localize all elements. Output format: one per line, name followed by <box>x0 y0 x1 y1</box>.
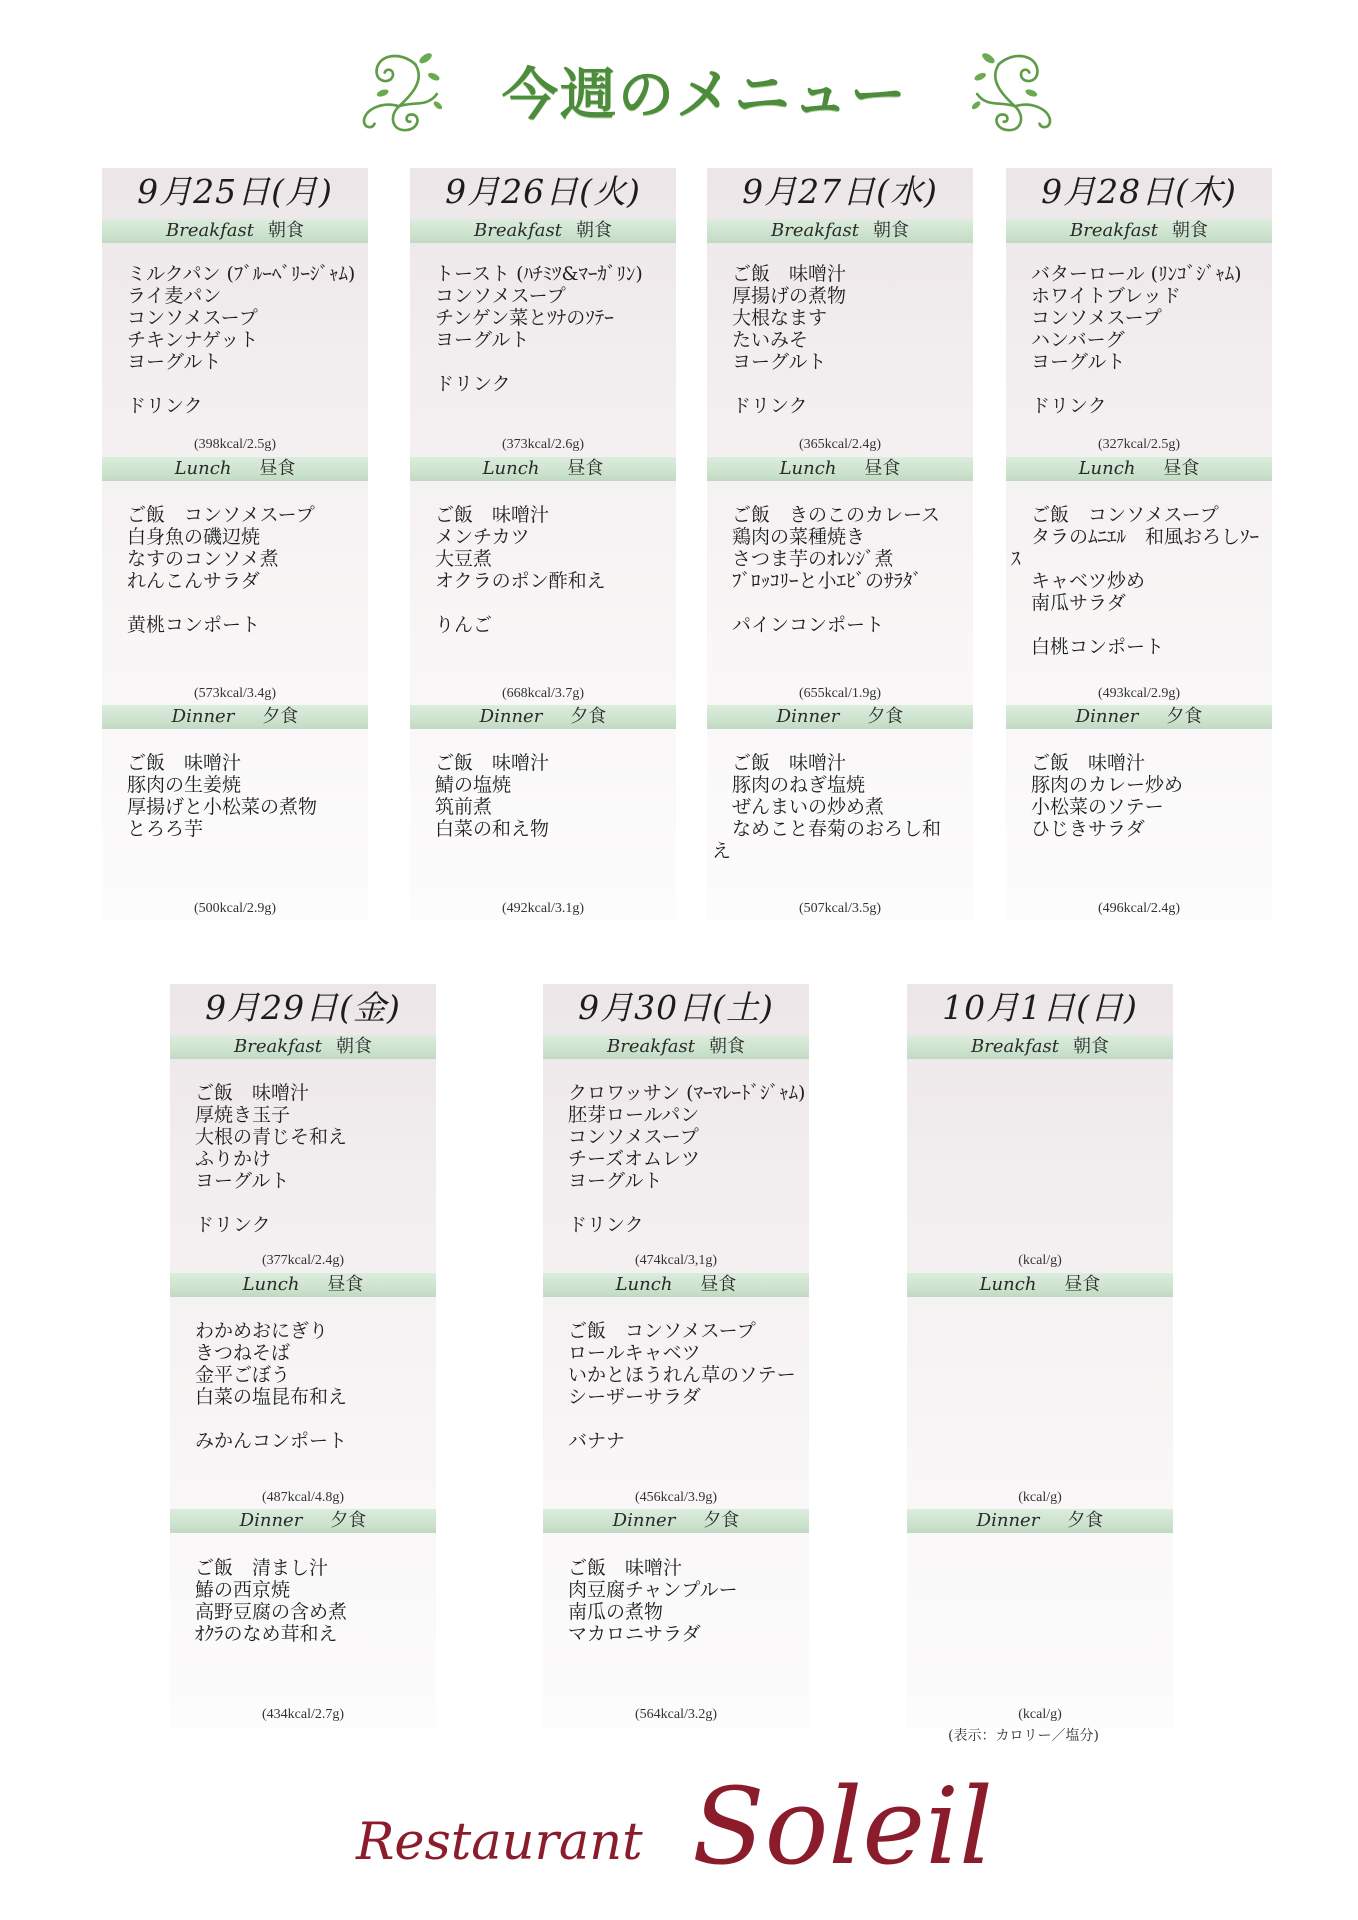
menu-item: シーザーサラダ <box>568 1386 701 1408</box>
restaurant-name-logo: Soleil <box>692 1765 993 1888</box>
lunch-menu-list <box>543 1320 809 1452</box>
menu-item: ご飯 味噌汁 <box>435 504 550 526</box>
meal-label-en: Lunch <box>615 1274 673 1295</box>
menu-item: れんこんサラダ <box>127 570 260 592</box>
menu-item: ヨーグルト <box>127 351 222 373</box>
breakfast-header-bar <box>102 219 368 243</box>
breakfast-menu-list <box>170 1082 436 1236</box>
dinner-menu-list <box>707 752 973 862</box>
menu-item: 筑前煮 <box>435 796 493 818</box>
menu-item: トースト (ﾊﾁﾐﾂ&ﾏｰｶﾞﾘﾝ) <box>435 263 643 285</box>
menu-item: ヨーグルト <box>1031 351 1126 373</box>
menu-item: キャベツ炒め <box>1031 570 1146 592</box>
menu-item: 厚揚げの煮物 <box>732 285 847 307</box>
meal-label-en: Breakfast <box>971 1036 1059 1057</box>
menu-item: 大根なます <box>732 307 828 329</box>
meal-label-jp: 昼食 <box>864 458 901 479</box>
menu-item: マカロニサラダ <box>568 1623 701 1645</box>
day-date: 9月27日(水) <box>742 172 938 211</box>
menu-item: 金平ごぼう <box>195 1364 291 1386</box>
nutrition-info: (487kcal/4.8g) <box>261 1490 345 1505</box>
menu-item: 鶏肉の菜種焼き <box>732 526 866 548</box>
nutrition-info: (500kcal/2.9g) <box>193 901 277 916</box>
menu-item: ご飯 きのこのカレース <box>732 504 941 526</box>
day-date: 9月29日(金) <box>205 988 401 1027</box>
breakfast-header-bar <box>1006 219 1272 243</box>
lunch-menu-list <box>410 504 676 636</box>
menu-extra-item: 白桃コンポート <box>1031 636 1165 658</box>
breakfast-menu-list <box>410 263 676 395</box>
meal-label-jp: 夕食 <box>1067 1510 1104 1531</box>
nutrition-info: (507kcal/3.5g) <box>798 901 882 916</box>
meal-label-jp: 朝食 <box>336 1036 372 1057</box>
meal-label-jp: 朝食 <box>576 220 612 241</box>
menu-item: 豚肉のカレー炒め <box>1031 774 1184 796</box>
menu-item: ホワイトブレッド <box>1031 285 1181 307</box>
menu-item: 胚芽ロールパン <box>568 1104 700 1126</box>
meal-label-jp: 夕食 <box>703 1510 740 1531</box>
menu-item: タラのﾑﾆｴﾙ 和風おろしｿｰ ｽ <box>1011 526 1260 570</box>
nutrition-info: (kcal/g) <box>1018 1707 1062 1722</box>
menu-item: 鯖の塩焼 <box>435 774 512 796</box>
menu-item: 鰆の西京焼 <box>195 1579 291 1601</box>
meal-label-en: Dinner <box>171 706 235 727</box>
menu-item: クロワッサン (ﾏｰﾏﾚｰﾄﾞｼﾞｬﾑ) <box>568 1082 806 1104</box>
nutrition-info: (492kcal/3.1g) <box>501 901 585 916</box>
meal-label-en: Breakfast <box>166 220 254 241</box>
menu-item: チーズオムレツ <box>568 1148 701 1170</box>
breakfast-menu-list <box>543 1082 809 1236</box>
meal-label-en: Dinner <box>612 1510 676 1531</box>
lunch-menu-list <box>102 504 368 636</box>
menu-item: 小松菜のソテー <box>1031 796 1164 818</box>
breakfast-menu-list <box>1006 263 1272 417</box>
meal-label-jp: 朝食 <box>873 220 909 241</box>
menu-item: メンチカツ <box>435 526 530 548</box>
meal-label-jp: 夕食 <box>1166 706 1203 727</box>
meal-label-en: Dinner <box>479 706 543 727</box>
dinner-header-bar <box>543 1509 809 1533</box>
nutrition-legend-note: (表示：カロリー／塩分) <box>948 1728 1099 1744</box>
menu-item: ご飯 コンソメスープ <box>1031 504 1219 526</box>
menu-item: ご飯 味噌汁 <box>435 752 550 774</box>
nutrition-info: (327kcal/2.5g) <box>1097 437 1181 452</box>
meal-label-jp: 昼食 <box>567 458 604 479</box>
nutrition-info: (493kcal/2.9g) <box>1097 686 1181 701</box>
menu-item: コンソメスープ <box>1031 307 1162 329</box>
meal-label-jp: 朝食 <box>1073 1036 1109 1057</box>
menu-item: ヨーグルト <box>435 329 530 351</box>
menu-item: ライ麦パン <box>127 285 222 307</box>
nutrition-info: (573kcal/3.4g) <box>193 686 277 701</box>
dinner-header-bar <box>102 705 368 729</box>
dinner-header-bar <box>410 705 676 729</box>
meal-label-jp: 昼食 <box>700 1274 737 1295</box>
nutrition-info: (564kcal/3.2g) <box>634 1707 718 1722</box>
breakfast-header-bar <box>170 1035 436 1059</box>
meal-label-en: Dinner <box>776 706 840 727</box>
menu-extra-item: ドリンク <box>1031 395 1107 417</box>
day-column <box>543 984 809 1728</box>
lunch-header-bar <box>543 1273 809 1297</box>
breakfast-header-bar <box>707 219 973 243</box>
dinner-menu-list <box>410 752 676 840</box>
menu-item: 南瓜サラダ <box>1031 592 1126 614</box>
menu-item: ヨーグルト <box>195 1170 290 1192</box>
day-column <box>410 168 676 920</box>
day-date: 9月28日(木) <box>1041 172 1237 211</box>
nutrition-info: (kcal/g) <box>1018 1253 1062 1268</box>
menu-item: ハンバーグ <box>1031 329 1125 351</box>
dinner-menu-list <box>543 1557 809 1645</box>
menu-item: 南瓜の煮物 <box>568 1601 664 1623</box>
menu-extra-item: ドリンク <box>435 373 511 395</box>
meal-label-jp: 朝食 <box>1172 220 1208 241</box>
lunch-header-bar <box>410 457 676 481</box>
menu-item: 大豆煮 <box>435 548 493 570</box>
menu-item: ヨーグルト <box>732 351 827 373</box>
meal-label-jp: 朝食 <box>268 220 304 241</box>
meal-label-en: Lunch <box>979 1274 1037 1295</box>
menu-item: さつま芋のｵﾚﾝｼﾞ煮 <box>732 548 894 570</box>
meal-label-jp: 昼食 <box>1163 458 1200 479</box>
meal-label-en: Lunch <box>482 458 540 479</box>
meal-label-en: Breakfast <box>234 1036 322 1057</box>
menu-item: ご飯 コンソメスープ <box>127 504 315 526</box>
menu-extra-item: 黄桃コンポート <box>127 614 261 636</box>
menu-extra-item: バナナ <box>568 1430 626 1452</box>
menu-item: チキンナゲット <box>127 329 259 351</box>
dinner-header-bar <box>1006 705 1272 729</box>
meal-label-jp: 夕食 <box>570 706 607 727</box>
meal-label-en: Lunch <box>174 458 232 479</box>
day-column <box>102 168 368 920</box>
menu-item: ご飯 清まし汁 <box>195 1557 329 1579</box>
meal-label-en: Lunch <box>242 1274 300 1295</box>
lunch-menu-list <box>170 1320 436 1452</box>
meal-label-en: Breakfast <box>607 1036 695 1057</box>
day-date: 9月25日(月) <box>137 172 333 211</box>
lunch-header-bar <box>907 1273 1173 1297</box>
meal-label-jp: 朝食 <box>709 1036 745 1057</box>
menu-extra-item: パインコンポート <box>732 614 885 636</box>
meal-label-en: Dinner <box>1075 706 1139 727</box>
nutrition-info: (496kcal/2.4g) <box>1097 901 1181 916</box>
meal-label-en: Lunch <box>779 458 837 479</box>
menu-item: ご飯 味噌汁 <box>568 1557 683 1579</box>
nutrition-info: (kcal/g) <box>1018 1490 1062 1505</box>
breakfast-header-bar <box>907 1035 1173 1059</box>
menu-item: ふりかけ <box>195 1148 272 1170</box>
menu-item: ｵｸﾗのなめ茸和え <box>195 1623 338 1645</box>
menu-extra-item: ドリンク <box>568 1214 644 1236</box>
dinner-header-bar <box>907 1509 1173 1533</box>
day-column <box>1006 168 1272 920</box>
meal-label-en: Dinner <box>239 1510 303 1531</box>
dinner-header-bar <box>707 705 973 729</box>
menu-item: コンソメスープ <box>435 285 566 307</box>
meal-label-jp: 昼食 <box>259 458 296 479</box>
nutrition-info: (655kcal/1.9g) <box>798 686 882 701</box>
page-title: 今週のメニュー <box>502 63 908 128</box>
menu-item: 肉豆腐チャンプルー <box>568 1579 738 1601</box>
menu-item: ミルクパン (ﾌﾞﾙｰﾍﾞﾘｰｼﾞｬﾑ) <box>127 263 356 285</box>
nutrition-info: (365kcal/2.4g) <box>798 437 882 452</box>
menu-item: とろろ芋 <box>127 818 204 840</box>
menu-item: ご飯 味噌汁 <box>1031 752 1146 774</box>
day-column <box>707 168 973 920</box>
menu-item: チンゲン菜とﾂﾅのｿﾃｰ <box>435 307 614 329</box>
menu-item: コンソメスープ <box>127 307 258 329</box>
dinner-menu-list <box>170 1557 436 1645</box>
breakfast-header-bar <box>410 219 676 243</box>
lunch-header-bar <box>1006 457 1272 481</box>
menu-item: いかとほうれん草のソテー <box>568 1364 796 1386</box>
menu-item: たいみそ <box>732 329 809 351</box>
dinner-header-bar <box>170 1509 436 1533</box>
menu-item: 大根の青じそ和え <box>195 1126 348 1148</box>
meal-label-jp: 夕食 <box>330 1510 367 1531</box>
menu-item: 豚肉の生姜焼 <box>127 774 242 796</box>
menu-item: 白菜の塩昆布和え <box>195 1386 348 1408</box>
meal-label-jp: 昼食 <box>1064 1274 1101 1295</box>
menu-extra-item: ドリンク <box>127 395 203 417</box>
menu-item: ご飯 コンソメスープ <box>568 1320 756 1342</box>
meal-label-en: Breakfast <box>771 220 859 241</box>
menu-item: ロールキャベツ <box>568 1342 701 1364</box>
menu-item: ご飯 味噌汁 <box>732 752 847 774</box>
menu-item: ご飯 味噌汁 <box>127 752 242 774</box>
meal-label-en: Lunch <box>1078 458 1136 479</box>
menu-item: ぜんまいの炒め煮 <box>732 796 885 818</box>
lunch-menu-list <box>1006 504 1272 658</box>
menu-item: なめこと春菊のおろし和 え <box>712 818 942 862</box>
day-column <box>907 984 1173 1728</box>
meal-label-jp: 夕食 <box>262 706 299 727</box>
dinner-menu-list <box>1006 752 1272 840</box>
dinner-menu-list <box>102 752 368 840</box>
menu-item: 厚焼き玉子 <box>195 1104 291 1126</box>
restaurant-label: Restaurant <box>356 1813 643 1872</box>
menu-item: ご飯 味噌汁 <box>732 263 847 285</box>
day-date: 9月26日(火) <box>445 172 641 211</box>
breakfast-menu-list <box>102 263 368 417</box>
menu-item: なすのコンソメ煮 <box>127 548 279 570</box>
menu-item: 白菜の和え物 <box>435 818 550 840</box>
day-date: 10月1日(日) <box>942 988 1138 1027</box>
nutrition-info: (668kcal/3.7g) <box>501 686 585 701</box>
menu-item: ひじきサラダ <box>1031 818 1145 840</box>
nutrition-info: (434kcal/2.7g) <box>261 1707 345 1722</box>
breakfast-menu-list <box>707 263 973 417</box>
menu-item: 高野豆腐の含め煮 <box>195 1601 348 1623</box>
nutrition-info: (377kcal/2.4g) <box>261 1253 345 1268</box>
menu-item: ﾌﾞﾛｯｺﾘｰと小ｴﾋﾞのｻﾗﾀﾞ <box>732 570 923 592</box>
menu-item: コンソメスープ <box>568 1126 699 1148</box>
menu-extra-item: ドリンク <box>732 395 808 417</box>
meal-label-en: Breakfast <box>474 220 562 241</box>
menu-item: わかめおにぎり <box>195 1320 329 1342</box>
menu-extra-item: りんご <box>435 614 493 636</box>
menu-extra-item: みかんコンポート <box>195 1430 348 1452</box>
lunch-header-bar <box>170 1273 436 1297</box>
meal-label-jp: 昼食 <box>327 1274 364 1295</box>
meal-label-en: Breakfast <box>1070 220 1158 241</box>
lunch-header-bar <box>102 457 368 481</box>
menu-item: 白身魚の磯辺焼 <box>127 526 261 548</box>
menu-extra-item: ドリンク <box>195 1214 271 1236</box>
menu-item: ヨーグルト <box>568 1170 663 1192</box>
menu-item: バターロール (ﾘﾝｺﾞｼﾞｬﾑ) <box>1031 263 1242 285</box>
breakfast-header-bar <box>543 1035 809 1059</box>
menu-item: オクラのポン酢和え <box>435 570 606 592</box>
meal-label-jp: 夕食 <box>867 706 904 727</box>
lunch-menu-list <box>707 504 973 636</box>
nutrition-info: (456kcal/3.9g) <box>634 1490 718 1505</box>
menu-item: 豚肉のねぎ塩焼 <box>732 774 866 796</box>
menu-item: きつねそば <box>195 1342 291 1364</box>
day-date: 9月30日(土) <box>578 988 774 1027</box>
lunch-header-bar <box>707 457 973 481</box>
nutrition-info: (373kcal/2.6g) <box>501 437 585 452</box>
nutrition-info: (398kcal/2.5g) <box>193 437 277 452</box>
day-column <box>170 984 436 1728</box>
nutrition-info: (474kcal/3,1g) <box>634 1253 718 1268</box>
menu-item: 厚揚げと小松菜の煮物 <box>127 796 318 818</box>
menu-item: ご飯 味噌汁 <box>195 1082 310 1104</box>
meal-label-en: Dinner <box>976 1510 1040 1531</box>
